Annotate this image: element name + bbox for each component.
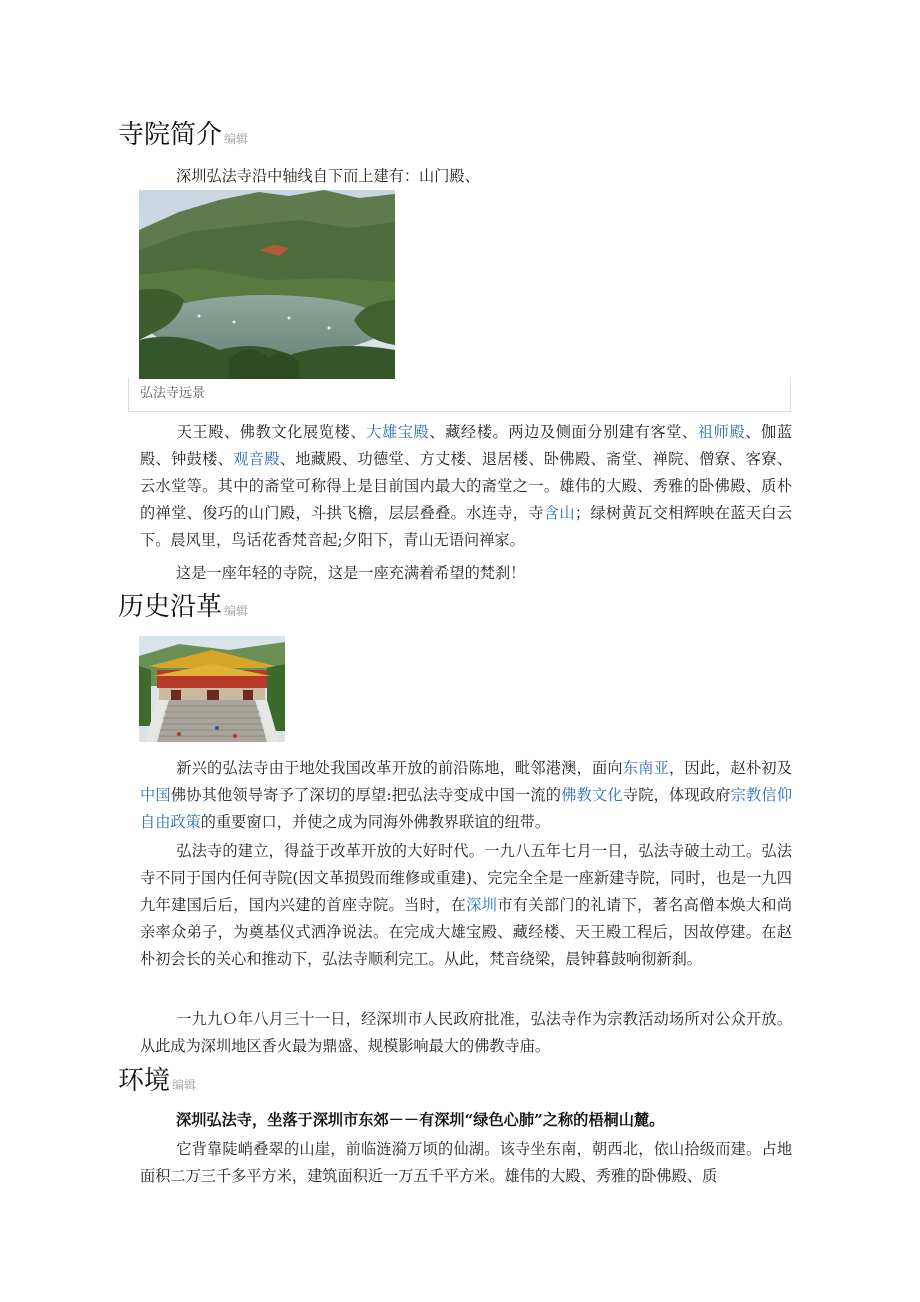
paragraph-text: 寺院，体现政府	[622, 786, 731, 804]
link-zushidian[interactable]: 祖师殿	[697, 423, 746, 441]
section-title-text: 寺院简介	[118, 120, 223, 150]
intro-closing-paragraph	[140, 560, 792, 587]
link-guanyindian[interactable]: 观音殿	[233, 450, 280, 468]
paragraph-text: 它背靠陡峭叠翠的山崖，前临涟漪万顷的仙湖。该寺坐东南，朝西北，依山拾级而建。占地面积二万三千多平方米，建筑面积近一万五千平方米。雄伟的大殿、秀雅的卧佛殿、质	[140, 1140, 792, 1185]
paragraph-text: 的重要窗口，并使之成为同海外佛教界联谊的纽带。	[200, 813, 551, 831]
link-buddhist-culture[interactable]: 佛教文化	[561, 786, 623, 804]
history-paragraph-2	[140, 838, 792, 973]
edit-link[interactable]: 编辑	[172, 1078, 197, 1092]
edit-link[interactable]: 编辑	[224, 604, 249, 618]
intro-paragraph	[140, 419, 792, 554]
section-title-text: 历史沿革	[118, 592, 223, 622]
link-daxiongbaodian[interactable]: 大雄宝殿	[366, 423, 430, 441]
paragraph-text: 一九九Ｏ年八月三十一日，经深圳市人民政府批准，弘法寺作为宗教活动场所对公众开放。从此成为深圳地区香火最为鼎盛、规模影响最大的佛教寺庙。	[140, 1010, 792, 1055]
paragraph-text: 新兴的弘法寺由于地处我国改革开放的前沿陈地，毗邻港澳，面向	[176, 759, 623, 777]
link-southeast-asia[interactable]: 东南亚	[622, 759, 670, 777]
link-china[interactable]: 中国	[140, 786, 171, 804]
paragraph-text: 、藏经楼。两边及侧面分别建有客堂、	[429, 423, 698, 441]
temple-hall-image	[139, 636, 285, 742]
paragraph-text: 弘法寺的建立，得益于改革开放的大好时代。一九八五年七月一日，弘法寺破土动工。弘法寺不同于国内任何寺院(因文革损毁而维修或重建)、完完全全是一座新建寺院，同时，也是一九四九年建国后后，国内兴建的首座寺院。当时，在	[140, 842, 792, 914]
paragraph-text: 这是一座年轻的寺院，这是一座充满着希望的梵刹！	[176, 564, 526, 582]
paragraph-text: 佛协其他领导寄予了深切的厚望:把弘法寺变成中国一流的	[170, 786, 562, 804]
section-title-text: 环境	[118, 1066, 171, 1096]
temple-hall-photo	[139, 636, 285, 742]
paragraph-text: 深圳弘法寺沿中轴线自下而上建有：山门殿、	[176, 167, 480, 185]
link-shenzhen[interactable]: 深圳	[466, 896, 498, 914]
image-caption: 弘法寺远景	[140, 386, 206, 401]
section-title-environment	[118, 1064, 196, 1102]
lake-mountain-image	[139, 190, 395, 379]
environment-lead-paragraph	[140, 1107, 792, 1134]
image-caption-frame	[128, 378, 791, 412]
paragraph-text: 、伽蓝殿、钟鼓楼、	[140, 423, 793, 468]
section-title-intro	[118, 118, 248, 156]
intro-lead-paragraph	[140, 163, 792, 190]
link-religious-freedom-policy[interactable]: 宗教信仰自由政策	[140, 786, 793, 831]
temple-landscape-photo	[139, 190, 395, 379]
section-title-history	[118, 590, 248, 628]
history-paragraph-3	[140, 1006, 792, 1060]
paragraph-text: 天王殿、佛教文化展览楼、	[176, 423, 367, 441]
paragraph-text: 、地藏殿、功德堂、方丈楼、退居楼、卧佛殿、斋堂、禅院、僧寮、客寮、云水堂等。其中的斋堂可称得上是目前国内最大的斋堂之一。雄伟的大殿、秀雅的卧佛殿、质朴的禅堂、俊巧的山门殿，斗拱飞檐，层层叠叠。水连寺，寺	[140, 450, 793, 522]
paragraph-text: ，因此，赵朴初及	[669, 759, 793, 777]
link-hanshan[interactable]: 含山	[543, 504, 575, 522]
environment-paragraph	[140, 1136, 792, 1190]
edit-link[interactable]: 编辑	[224, 132, 249, 146]
history-paragraph-1	[140, 755, 792, 836]
paragraph-text: 市有关部门的礼请下，著名高僧本焕大和尚亲率众弟子，为奠基仪式洒净说法。在完成大雄宝殿、藏经楼、天王殿工程后，因故停建。在赵朴初会长的关心和推动下，弘法寺顺利完工。从此，梵音绕梁，晨钟暮鼓响彻新刹。	[140, 896, 793, 968]
paragraph-text: 深圳弘法寺，坐落于深圳市东郊－－有深圳“绿色心肺”之称的梧桐山麓。	[176, 1111, 665, 1129]
paragraph-text: ；绿树黄瓦交相辉映在蓝天白云下。晨风里，鸟话花香梵音起;夕阳下，青山无语问禅家。	[140, 504, 793, 549]
